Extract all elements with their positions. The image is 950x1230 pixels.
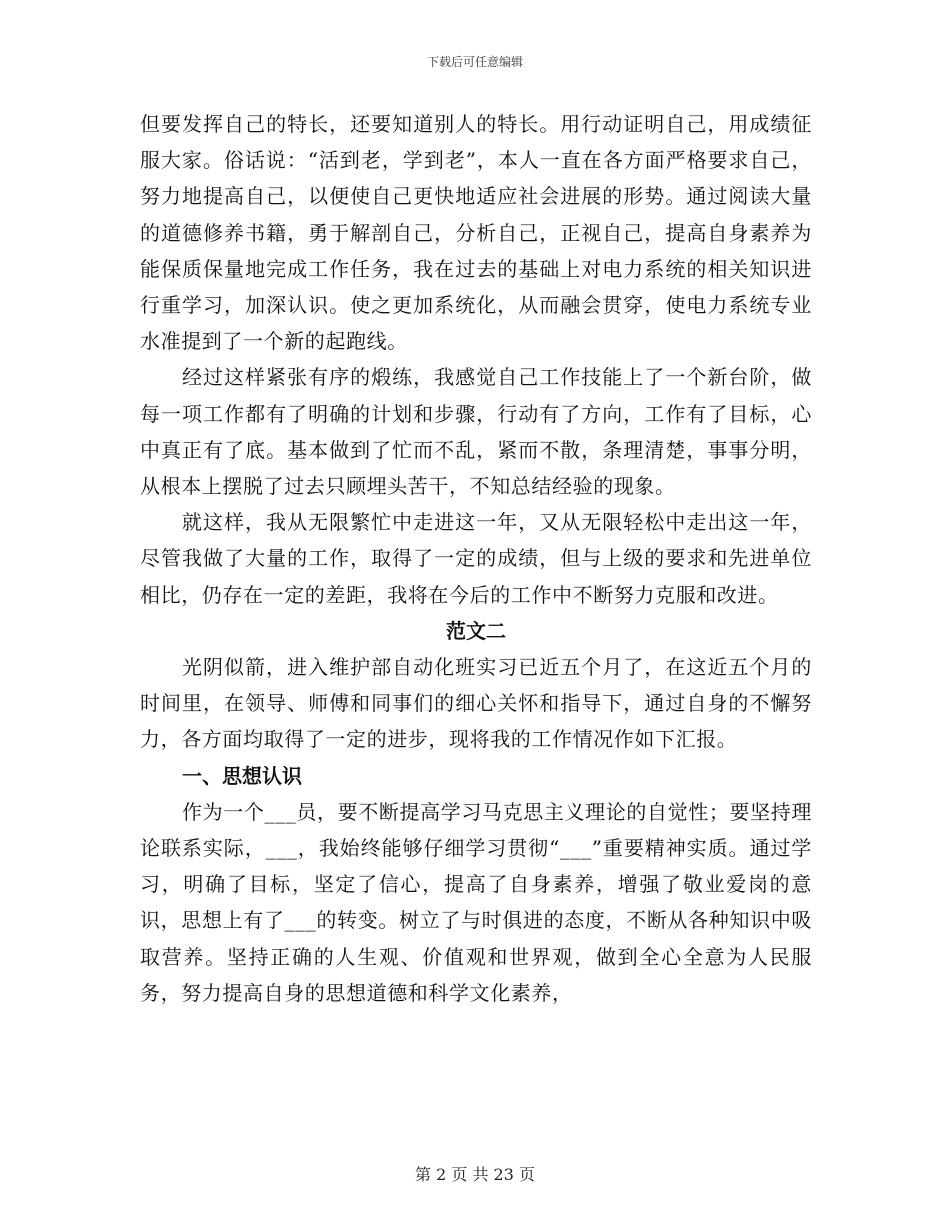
paragraph-continued: 但要发挥自己的特长，还要知道别人的特长。用行动证明自己，用成绩征服大家。俗话说：“活到老，学到老”，本人一直在各方面严格要求自己，努力地提高自己，以便使自己更快地适应社会进展的形势。通过阅读大量的道德修养书籍，勇于解剖自己，分析自己，正视自己，提高自身素养为能保质保量地完成工作任务，我在过去的基础上对电力系统的相关知识进行重学习，加深认识。使之更加系统化，从而融会贯穿，使电力系统专业水准提到了一个新的起跑线。: [140, 112, 812, 354]
paragraph-training-result: 经过这样紧张有序的煅练，我感觉自己工作技能上了一个新台阶，做每一项工作都有了明确的计划和步骤，行动有了方向，工作有了目标，心中真正有了底。基本做到了忙而不乱，紧而不散，条理清楚，事事分明，从根本上摆脱了过去只顾埋头苦干，不知总结经验的现象。: [140, 365, 812, 499]
paragraph-year-summary: 就这样，我从无限繁忙中走进这一年，又从无限轻松中走出这一年，尽管我做了大量的工作，取得了一定的成绩，但与上级的要求和先进单位相比，仍存在一定的差距，我将在今后的工作中不断努力克服和改进。: [140, 510, 812, 607]
document-body: [140, 106, 812, 1011]
section-title: 范文二: [446, 618, 506, 643]
page-header-note: 下载后可任意编辑: [426, 55, 523, 69]
page-footer-number: 第 2 页 共 23 页: [415, 1165, 535, 1184]
paragraph-intro: 光阴似箭，进入维护部自动化班实习已近五个月了，在这近五个月的时间里，在领导、师傅和同事们的细心关怀和指导下，通过自身的不懈努力，各方面均取得了一定的进步，现将我的工作情况作如下汇报。: [140, 655, 812, 752]
subheading-thought: 一、思想认识: [182, 763, 302, 788]
paragraph-thought: 作为一个___员，要不断提高学习马克思主义理论的自觉性；要坚持理论联系实际，___，我始终能够仔细学习贯彻“___”重要精神实质。通过学习，明确了目标，坚定了信心，提高了自身素养，增强了敬业爱岗的意识，思想上有了___的转变。树立了与时俱进的态度，不断从各种知识中吸取营养。坚持正确的人生观、价值观和世界观，做到全心全意为人民服务，努力提高自身的思想道德和科学文化素养，: [140, 799, 812, 1005]
